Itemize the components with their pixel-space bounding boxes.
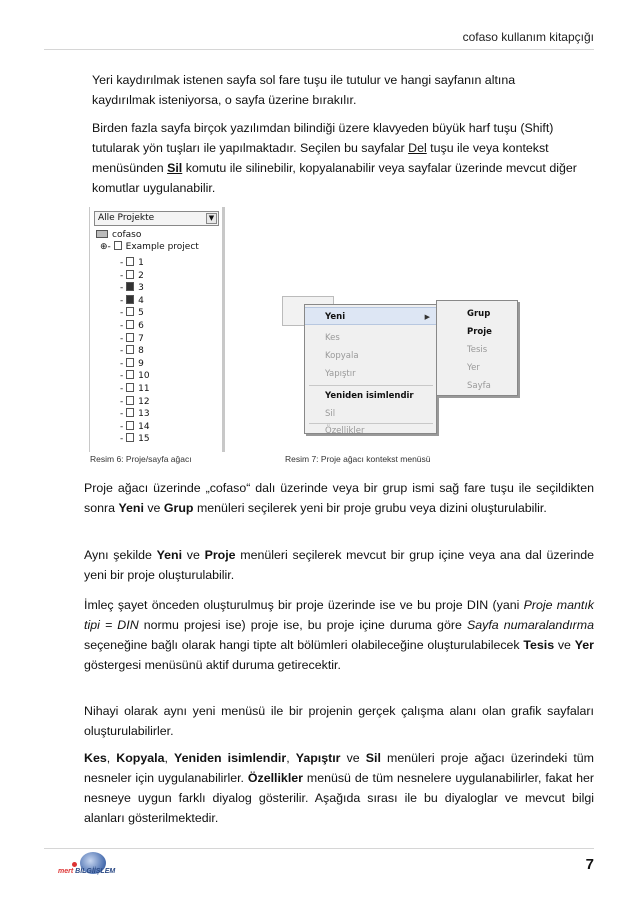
tree-page-label: 10 bbox=[138, 371, 150, 382]
folder-icon bbox=[96, 230, 108, 238]
menu-item-yapistir[interactable]: Yapıştır bbox=[325, 369, 356, 379]
p3-text-c: menüleri seçilerek yeni bir proje grubu veya dizini oluşturulabilir. bbox=[193, 501, 547, 515]
p3-text-a: Proje ağacı üzerinde „cofaso“ dalı üzerinde veya bir grup ismi sağ fare tuşu ile seçildikten sonra bbox=[84, 481, 594, 515]
p7-sep-2: , bbox=[164, 751, 175, 765]
context-menu bbox=[304, 304, 437, 434]
tree-page-item[interactable] bbox=[120, 421, 150, 433]
logo-wordmark bbox=[58, 868, 115, 875]
page-icon bbox=[126, 433, 134, 442]
page-icon bbox=[126, 370, 134, 379]
p5-italic-2: Sayfa numaralandırma bbox=[466, 618, 594, 632]
paragraph-5 bbox=[84, 595, 594, 675]
tree-connector: - bbox=[120, 384, 127, 394]
logo-text-b: BİLGİİŞLEM bbox=[73, 868, 116, 875]
tree-project-label: Example project bbox=[125, 242, 199, 252]
paragraph-6: Nihayi olarak aynı yeni menüsü ile bir projenin gerçek çalışma alanı olan grafik sayfaları oluşturulabilirler. bbox=[84, 704, 594, 738]
tree-page-label: 7 bbox=[138, 333, 144, 344]
company-logo bbox=[56, 852, 126, 876]
p5-text-c: seçeneğine bağlı olarak hangi tipte alt bölümleri olabileceğine oluşturulabilecek bbox=[84, 638, 524, 652]
p7-kes: Kes bbox=[84, 751, 107, 765]
menu-item-yeniden-isimlendir[interactable]: Yeniden isimlendir bbox=[325, 391, 414, 401]
tree-page-label: 12 bbox=[138, 396, 150, 407]
page-icon bbox=[126, 396, 134, 405]
tree-page-item[interactable] bbox=[120, 320, 144, 332]
menu-item-yeni[interactable] bbox=[305, 307, 436, 325]
project-filter-combo bbox=[94, 211, 219, 226]
footer-rule bbox=[44, 848, 594, 849]
project-tree-screenshot bbox=[89, 207, 225, 452]
p3-text-b: ve bbox=[143, 501, 164, 515]
tree-connector: - bbox=[120, 270, 127, 281]
submenu bbox=[436, 300, 518, 396]
tree-page-label: 1 bbox=[138, 258, 144, 268]
page-icon bbox=[126, 295, 134, 304]
paragraph-4 bbox=[84, 545, 594, 585]
tree-page-label: 3 bbox=[138, 283, 144, 294]
tree-page-label: 13 bbox=[138, 409, 150, 420]
figure-2-caption: Resim 7: Proje ağacı kontekst menüsü bbox=[285, 454, 431, 464]
tree-connector: - bbox=[120, 333, 127, 344]
tree-page-label: 9 bbox=[138, 358, 144, 369]
tree-connector: - bbox=[120, 295, 127, 306]
p7-text-b: menüsü de tüm nesnelere uygulanabilirler, fakat her nesneye uygun farklı diyalog gösterilir. Aşağıda sırası ile bu diyaloglar ve mevcut bilgi alanları gösterilmektedir. bbox=[84, 771, 594, 825]
paragraph-7 bbox=[84, 748, 594, 828]
tree-page-item[interactable] bbox=[120, 433, 150, 445]
submenu-item-yer[interactable]: Yer bbox=[467, 363, 480, 373]
page-icon bbox=[126, 270, 134, 279]
paragraph-1: Yeri kaydırılmak istenen sayfa sol fare tuşu ile tutulur ve hangi sayfanın altına kaydırılmak isteniyorsa, o sayfa üzerine bırakılır. bbox=[92, 73, 516, 107]
page-icon bbox=[126, 307, 134, 316]
page-icon bbox=[126, 320, 134, 329]
p4-text-b: ve bbox=[182, 548, 205, 562]
tree-page-label: 11 bbox=[138, 384, 150, 394]
tree-project bbox=[100, 241, 199, 253]
project-icon bbox=[114, 241, 122, 250]
p5-text-a: İmleç şayet önceden oluşturulmuş bir proje üzerinde ise ve bu proje DIN (yani bbox=[84, 598, 524, 612]
submenu-item-grup[interactable]: Grup bbox=[467, 309, 491, 319]
p2-text-b: tuşu ile veya kontekst menüsünden bbox=[92, 141, 549, 175]
tree-connector: - bbox=[120, 421, 127, 432]
tree-root bbox=[96, 229, 141, 241]
page-icon bbox=[126, 282, 134, 291]
tree-page-label: 15 bbox=[138, 434, 150, 445]
p3-grup: Grup bbox=[163, 501, 194, 515]
page-icon bbox=[126, 257, 134, 266]
submenu-item-proje[interactable]: Proje bbox=[467, 327, 492, 337]
page-icon bbox=[126, 421, 134, 430]
page-icon bbox=[126, 408, 134, 417]
submenu-item-sayfa[interactable]: Sayfa bbox=[467, 381, 491, 391]
page-icon bbox=[126, 383, 134, 392]
tree-connector: - bbox=[120, 434, 127, 445]
menu-item-kes[interactable]: Kes bbox=[325, 333, 340, 343]
p3-yeni: Yeni bbox=[118, 501, 144, 515]
menu-separator bbox=[309, 385, 433, 386]
page-header-title: cofaso kullanım kitapçığı bbox=[462, 30, 594, 44]
tree-page-label: 14 bbox=[138, 421, 150, 432]
menu-item-ozellikler[interactable]: Özellikler bbox=[325, 426, 365, 436]
tree-page-item[interactable] bbox=[120, 358, 144, 370]
tree-connector: - bbox=[120, 258, 127, 268]
tree-page-label: 6 bbox=[138, 321, 144, 331]
tree-connector: - bbox=[120, 409, 127, 420]
tree-page-item[interactable] bbox=[120, 270, 144, 282]
tree-page-item[interactable] bbox=[120, 370, 150, 382]
tree-connector: - bbox=[120, 371, 127, 382]
p5-text-d: ve bbox=[554, 638, 575, 652]
tree-root-label: cofaso bbox=[112, 230, 142, 240]
header-rule bbox=[44, 49, 594, 50]
tree-page-item[interactable] bbox=[120, 295, 144, 307]
p5-tesis: Tesis bbox=[523, 638, 555, 652]
tree-page-item[interactable] bbox=[120, 333, 144, 345]
tree-page-item[interactable] bbox=[120, 257, 144, 269]
tree-page-item[interactable] bbox=[120, 408, 150, 420]
p5-italic-1: Proje mantık tipi = DIN bbox=[84, 598, 594, 632]
p7-sep-4: ve bbox=[340, 751, 366, 765]
page-icon bbox=[126, 358, 134, 367]
p7-sep-3: , bbox=[286, 751, 296, 765]
tree-connector: - bbox=[120, 358, 127, 369]
p7-yapistir: Yapıştır bbox=[295, 751, 341, 765]
p2-text-c: komutu ile silinebilir, kopyalanabilir veya sayfalar üzerinde mevcut diğer komutlar uygulanabilir. bbox=[92, 161, 577, 195]
p5-text-b: normu projesi ise) proje ise, bu proje içine duruma göre bbox=[138, 618, 467, 632]
p7-sep-1: , bbox=[106, 751, 117, 765]
tree-connector: - bbox=[120, 396, 127, 407]
figure-1-caption: Resim 6: Proje/sayfa ağacı bbox=[90, 454, 192, 464]
chevron-down-icon: ▼ bbox=[206, 213, 217, 224]
tree-page-item[interactable] bbox=[120, 282, 144, 294]
p7-sil: Sil bbox=[365, 751, 381, 765]
menu-item-yeni-label: Yeni bbox=[325, 312, 346, 322]
tree-page-item[interactable] bbox=[120, 307, 144, 319]
p4-yeni: Yeni bbox=[156, 548, 183, 562]
tree-page-label: 4 bbox=[138, 295, 144, 306]
p7-yeniden-isimlendir: Yeniden isimlendir bbox=[174, 751, 287, 765]
tree-page-label: 2 bbox=[138, 270, 144, 281]
menu-item-sil[interactable]: Sil bbox=[325, 409, 336, 419]
tree-connector: - bbox=[120, 346, 127, 357]
tree-page-item[interactable] bbox=[120, 345, 144, 357]
p4-text-c: menüleri seçilerek mevcut bir grup içine veya ana dal üzerinde yeni bir proje oluşturulabilir. bbox=[84, 548, 594, 582]
p5-yer: Yer bbox=[574, 638, 594, 652]
paragraph-3 bbox=[84, 478, 594, 518]
submenu-item-tesis[interactable]: Tesis bbox=[467, 345, 488, 355]
expand-icon: ⊕- bbox=[100, 242, 114, 252]
logo-dot bbox=[72, 862, 77, 867]
submenu-arrow-icon: ▶ bbox=[424, 313, 430, 321]
logo-text-a: mert bbox=[58, 868, 74, 875]
p7-ozellikler: Özellikler bbox=[247, 771, 303, 785]
p2-del-key: Del bbox=[408, 141, 427, 155]
menu-item-kopyala[interactable]: Kopyala bbox=[325, 351, 359, 361]
tree-connector: - bbox=[120, 308, 127, 319]
page-icon bbox=[126, 345, 134, 354]
context-menu-screenshot bbox=[282, 296, 519, 438]
p2-text-a: Birden fazla sayfa birçok yazılımdan bilindiği üzere klavyeden büyük harf tuşu (Shift) tutularak yön tuşları ile yapılmaktadır. Seçilen bu sayfalar bbox=[92, 121, 554, 155]
p4-proje: Proje bbox=[204, 548, 236, 562]
tree-page-label: 8 bbox=[138, 346, 144, 357]
p2-sil-command: Sil bbox=[167, 161, 183, 175]
tree-page-item[interactable] bbox=[120, 383, 150, 395]
tree-connector: - bbox=[120, 283, 127, 294]
page-number: 7 bbox=[585, 856, 594, 873]
p4-text-a: Aynı şekilde bbox=[84, 548, 157, 562]
p5-text-e: göstergesi menüsünü aktif duruma getirecektir. bbox=[84, 658, 341, 672]
tree-connector: - bbox=[120, 321, 127, 331]
p7-text-a: menüleri proje ağacı üzerindeki tüm nesneler için uygulanabilirler. bbox=[84, 751, 594, 785]
tree-page-label: 5 bbox=[138, 308, 144, 319]
page-icon bbox=[126, 333, 134, 342]
combo-value: Alle Projekte bbox=[98, 213, 155, 223]
paragraph-2 bbox=[92, 118, 592, 198]
tree-page-item[interactable] bbox=[120, 396, 150, 408]
p7-kopyala: Kopyala bbox=[116, 751, 165, 765]
